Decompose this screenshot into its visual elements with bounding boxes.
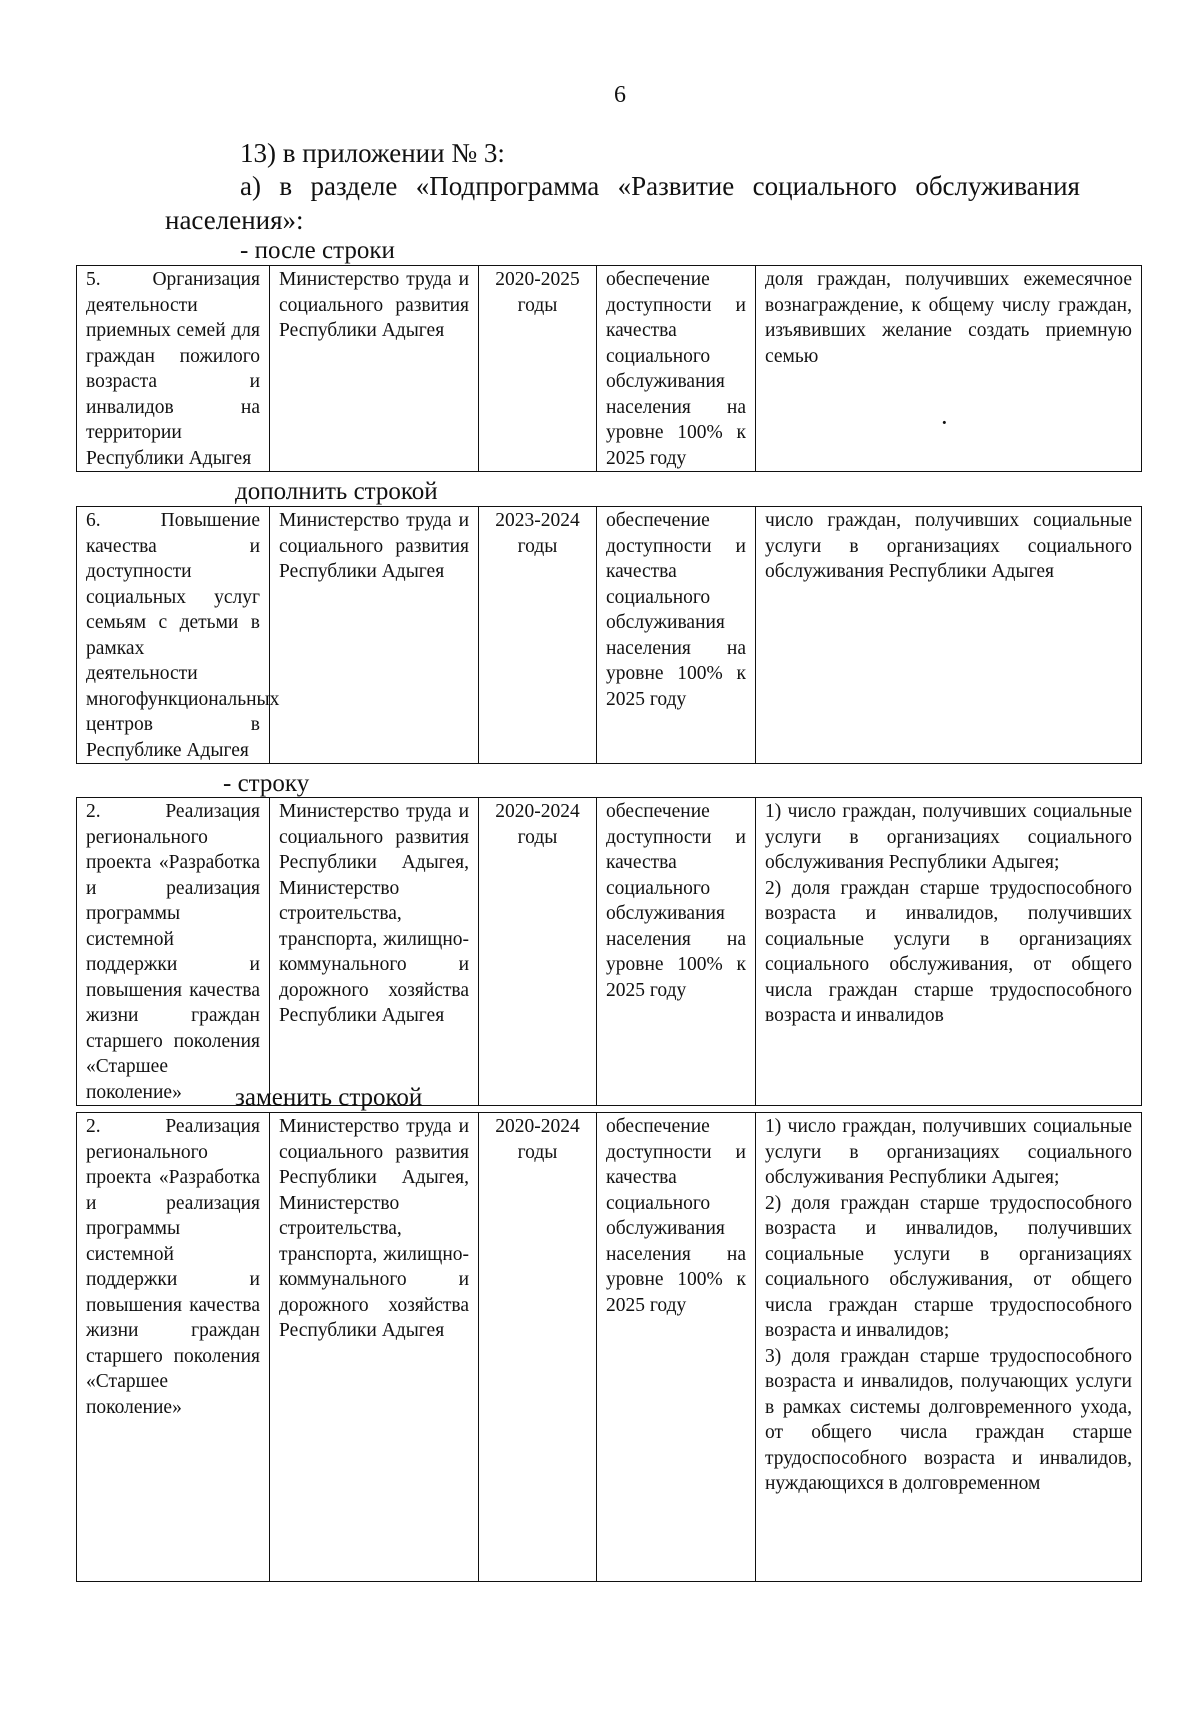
cell-period: 2020-2025 годы (479, 266, 597, 472)
heading-word: обслуживания (915, 171, 1080, 201)
cell-indicator: 1) число граждан, получивших социальные услуги в организациях социального обслуживания Республики Адыгея; 2) доля граждан старше трудоспособного возраста и инвалидов, получивших социальные услуги в организациях социального обслуживания, от общего числа граждан старше трудоспособного возраста и инвалидов (756, 798, 1142, 1106)
table-new-row (76, 1112, 1142, 1582)
cell-expected-result: обеспечение доступности и качества социального обслуживания населения на уровне 100% к 2025 году (597, 266, 756, 472)
cell-expected-result: обеспечение доступности и качества социального обслуживания населения на уровне 100% к 2025 году (597, 507, 756, 764)
heading-word: «Подпрограмма (415, 171, 600, 201)
cell-indicator: доля граждан, получивших ежемесячное вознаграждение, к общему числу граждан, изъявивших желание создать приемную семью (756, 266, 1142, 472)
marker-after-row: - после строки (240, 237, 395, 264)
table-row (77, 507, 1142, 764)
table-after-row (76, 265, 1142, 472)
cell-measure-name: 5. Организация деятельности приемных семей для граждан пожилого возраста и инвалидов на территории Республики Адыгея (77, 266, 270, 472)
cell-executor: Министерство труда и социального развития Республики Адыгея, Министерство строительства, транспорта, жилищно-коммунального и дорожного хозяйства Республики Адыгея (270, 798, 479, 1106)
heading-word: а) (240, 171, 261, 201)
cell-period: 2023-2024 годы (479, 507, 597, 764)
marker-replace-row: заменить строкой (235, 1084, 423, 1111)
heading-word: в (279, 171, 293, 201)
amendment-subitem-a (240, 170, 1080, 202)
cell-measure-name: 6. Повышение качества и доступности социальных услуг семьям с детьми в рамках деятельности многофункциональных центров в Республике Адыгея (77, 507, 270, 764)
heading-word: разделе (310, 171, 398, 201)
scan-dot: · (940, 408, 949, 437)
marker-add-row: дополнить строкой (235, 478, 438, 505)
cell-period: 2020-2024 годы (479, 798, 597, 1106)
marker-row: - строку (223, 770, 310, 797)
cell-expected-result: обеспечение доступности и качества социального обслуживания населения на уровне 100% к 2025 году (597, 1113, 756, 1582)
page-number: 6 (614, 82, 626, 108)
table-row (77, 798, 1142, 1106)
heading-word: социального (752, 171, 897, 201)
cell-executor: Министерство труда и социального развития Республики Адыгея (270, 266, 479, 472)
cell-measure-name: 2. Реализация регионального проекта «Разработка и реализация программы системной поддержки и повышения качества жизни граждан старшего поколения «Старшее поколение» (77, 1113, 270, 1582)
heading-word: «Развитие (617, 171, 735, 201)
cell-expected-result: обеспечение доступности и качества социального обслуживания населения на уровне 100% к 2025 году (597, 798, 756, 1106)
cell-executor: Министерство труда и социального развития Республики Адыгея (270, 507, 479, 764)
cell-indicator: число граждан, получивших социальные услуги в организациях социального обслуживания Республики Адыгея (756, 507, 1142, 764)
cell-period: 2020-2024 годы (479, 1113, 597, 1582)
amendment-item-13: 13) в приложении № 3: (240, 138, 505, 168)
table-added-row (76, 506, 1142, 764)
table-row (77, 1113, 1142, 1582)
amendment-subitem-a-continued: населения»: (165, 205, 304, 235)
table-old-row (76, 797, 1142, 1106)
cell-measure-name: 2. Реализация регионального проекта «Разработка и реализация программы системной поддержки и повышения качества жизни граждан старшего поколения «Старшее поколение» (77, 798, 270, 1106)
table-row (77, 266, 1142, 472)
cell-indicator: 1) число граждан, получивших социальные услуги в организациях социального обслуживания Республики Адыгея; 2) доля граждан старше трудоспособного возраста и инвалидов, получивших социальные услуги в организациях социального обслуживания, от общего числа граждан старше трудоспособного возраста и инвалидов; 3) доля граждан старше трудоспособного возраста и инвалидов, получающих услуги в рамках системы долговременного ухода, от общего числа граждан старше трудоспособного возраста и инвалидов, нуждающихся в долговременном (756, 1113, 1142, 1582)
cell-executor: Министерство труда и социального развития Республики Адыгея, Министерство строительства, транспорта, жилищно-коммунального и дорожного хозяйства Республики Адыгея (270, 1113, 479, 1582)
